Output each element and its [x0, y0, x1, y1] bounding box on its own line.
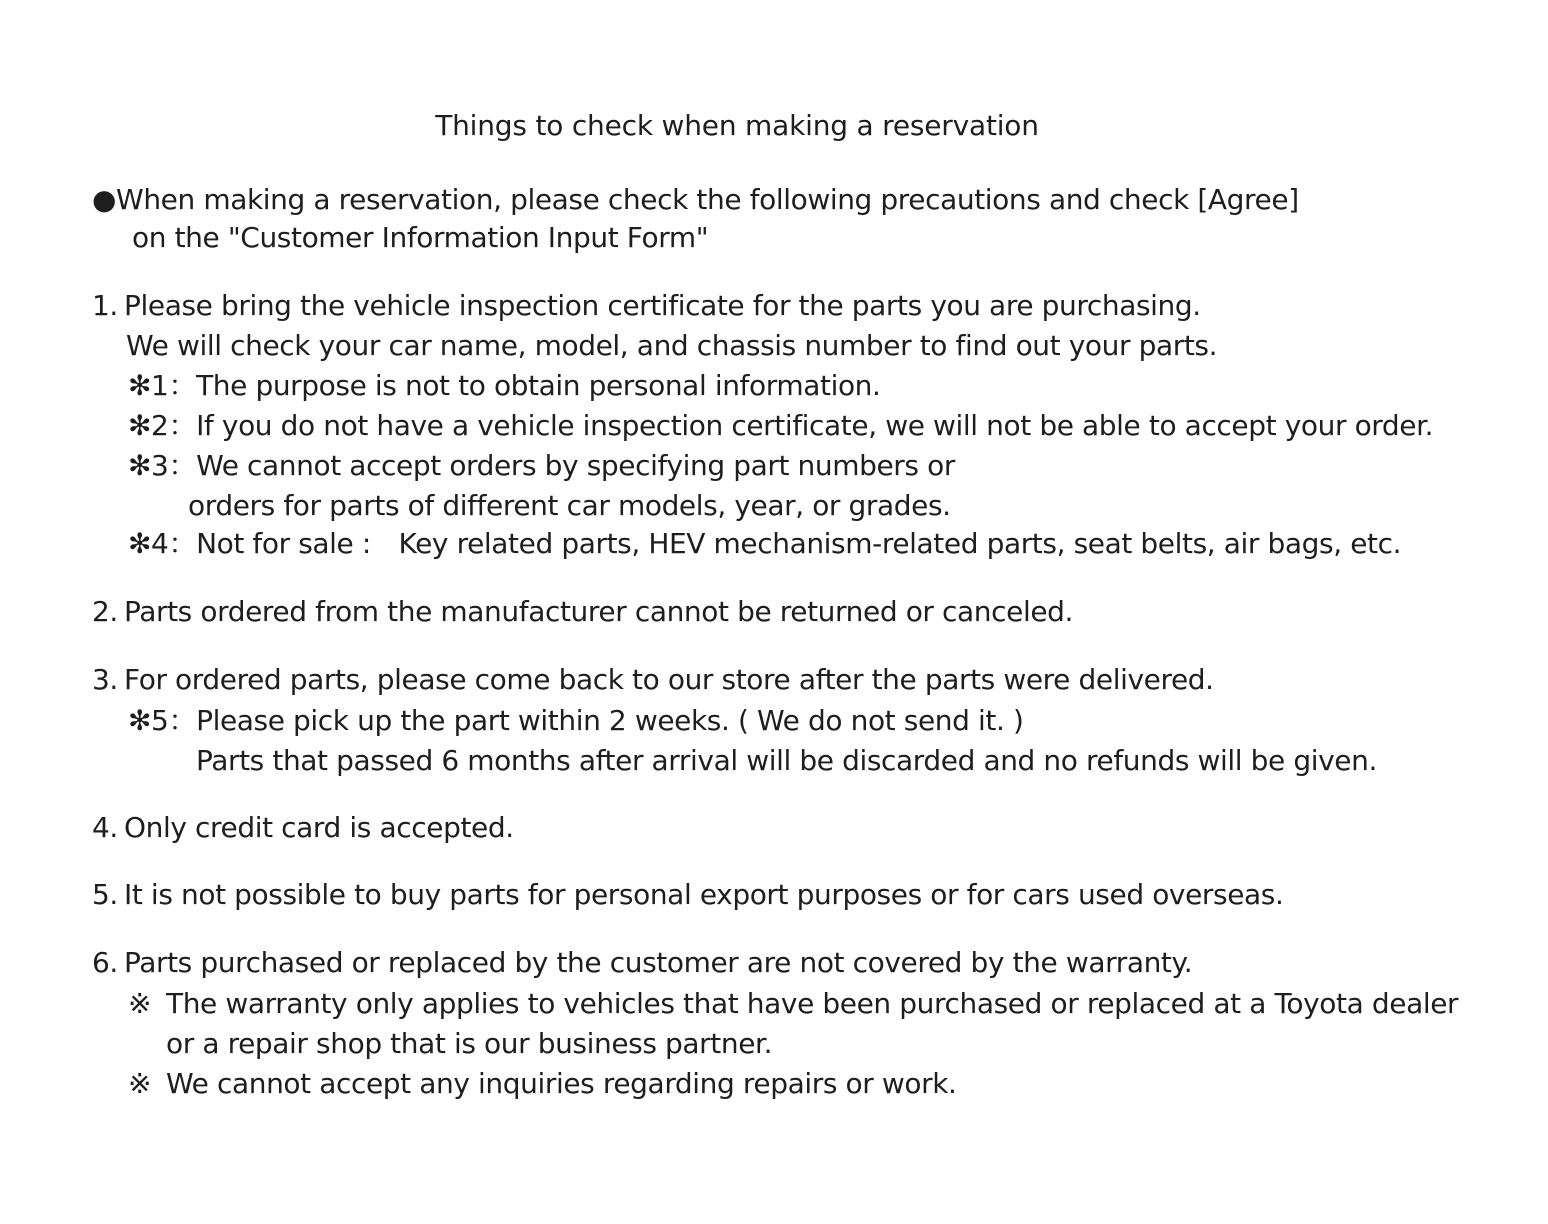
- item-2-number: 2.: [92, 595, 118, 628]
- reference-mark-icon: ※: [128, 987, 152, 1020]
- note-2: [128, 406, 1433, 446]
- intro-text: When making a reservation, please check the following precautions and check [Agree]: [116, 183, 1299, 216]
- note-4-text: Not for sale : Key related parts, HEV mechanism-related parts, seat belts, air bags, etc.: [196, 527, 1402, 560]
- note-3-text: We cannot accept orders by specifying part numbers or: [196, 449, 955, 482]
- item-2-text: Parts ordered from the manufacturer cannot be returned or canceled.: [124, 595, 1074, 628]
- page-title: Things to check when making a reservation: [435, 109, 1039, 142]
- item-1-line-1: [92, 286, 1201, 326]
- note-5-mark: ✻5：: [128, 704, 197, 737]
- note-1-text: The purpose is not to obtain personal information.: [196, 369, 881, 402]
- item-6-text: Parts purchased or replaced by the customer are not covered by the warranty.: [124, 946, 1193, 979]
- bullet-icon: ●: [92, 183, 117, 216]
- reference-note-2-text: We cannot accept any inquiries regarding repairs or work.: [166, 1067, 957, 1100]
- reference-note-2: [128, 1064, 957, 1104]
- item-5-number: 5.: [92, 878, 118, 911]
- item-2-line-1: [92, 592, 1073, 632]
- item-1-text: Please bring the vehicle inspection certificate for the parts you are purchasing.: [124, 289, 1201, 322]
- item-1-line-2: We will check your car name, model, and chassis number to find out your parts.: [126, 329, 1218, 362]
- item-4-line-1: [92, 808, 514, 848]
- note-2-mark: ✻2：: [128, 409, 197, 442]
- note-5: [128, 701, 1023, 741]
- reference-note-1-continuation: or a repair shop that is our business partner.: [166, 1027, 773, 1060]
- note-5-text: Please pick up the part within 2 weeks. ( We do not send it. ): [196, 704, 1024, 737]
- item-3-number: 3.: [92, 663, 118, 696]
- item-4-number: 4.: [92, 811, 118, 844]
- reference-note-1: [128, 984, 1458, 1024]
- item-1-number: 1.: [92, 289, 118, 322]
- item-3-text: For ordered parts, please come back to our store after the parts were delivered.: [124, 663, 1214, 696]
- note-2-text: If you do not have a vehicle inspection certificate, we will not be able to accept your order.: [196, 409, 1434, 442]
- intro-line-2: on the "Customer Information Input Form": [132, 221, 709, 254]
- item-5-text: It is not possible to buy parts for personal export purposes or for cars used overseas.: [124, 878, 1284, 911]
- reference-mark-icon: ※: [128, 1067, 152, 1100]
- note-4: [128, 524, 1401, 564]
- note-1-mark: ✻1：: [128, 369, 197, 402]
- item-3-line-1: [92, 660, 1214, 700]
- note-3-mark: ✻3：: [128, 449, 197, 482]
- note-3: [128, 446, 955, 486]
- intro-line-1: [92, 180, 1299, 220]
- item-6-line-1: [92, 943, 1192, 983]
- note-1: [128, 366, 881, 406]
- note-3-continuation: orders for parts of different car models, year, or grades.: [188, 489, 951, 522]
- item-4-text: Only credit card is accepted.: [124, 811, 514, 844]
- note-4-mark: ✻4：: [128, 527, 197, 560]
- note-5-continuation: Parts that passed 6 months after arrival will be discarded and no refunds will be given.: [196, 744, 1377, 777]
- item-5-line-1: [92, 875, 1284, 915]
- item-6-number: 6.: [92, 946, 118, 979]
- reference-note-1-text: The warranty only applies to vehicles that have been purchased or replaced at a Toyota dealer: [166, 987, 1459, 1020]
